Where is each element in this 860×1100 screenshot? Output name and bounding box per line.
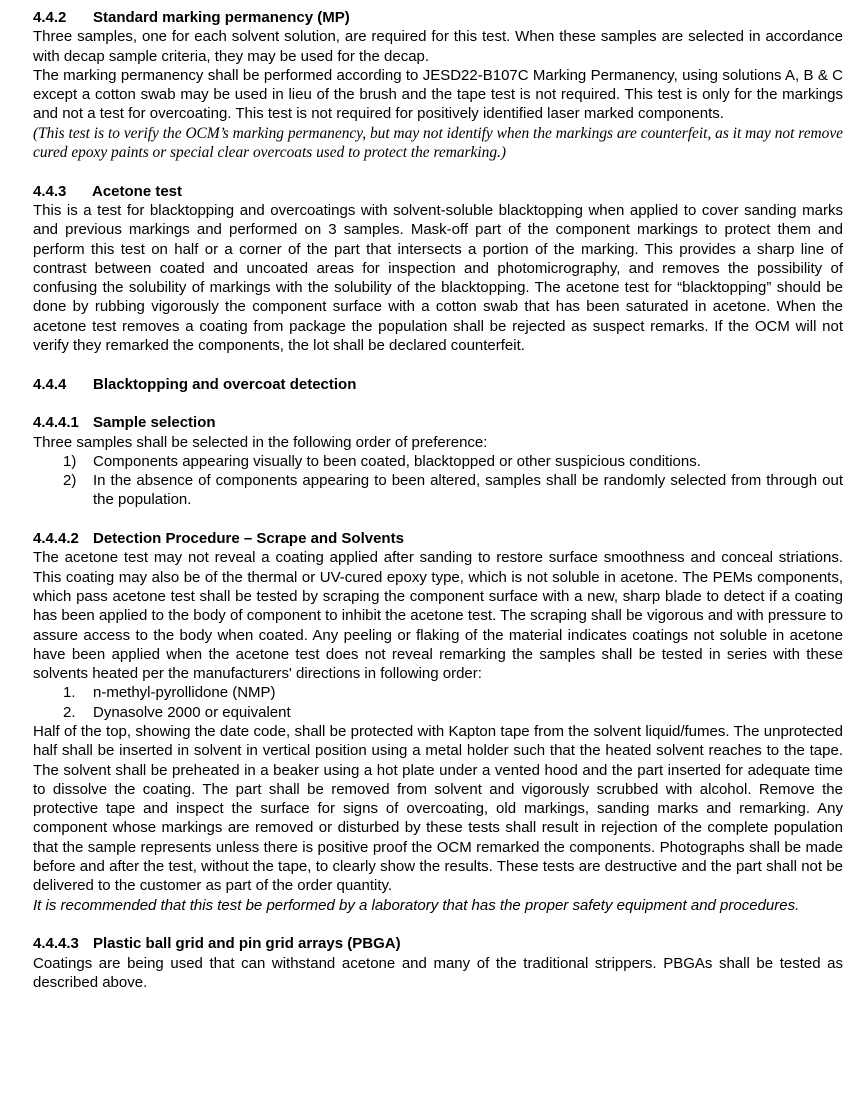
paragraph: Coatings are being used that can withstand acetone and many of the traditional strippers. PBGAs shall be tested as described above. bbox=[33, 954, 843, 991]
section-number: 4.4.4.2 bbox=[33, 530, 79, 548]
section-number: 4.4.2 bbox=[33, 9, 67, 26]
preference-list bbox=[33, 452, 843, 510]
section-title: Detection Procedure – Scrape and Solvents bbox=[93, 530, 404, 548]
section-number: 4.4.3 bbox=[33, 182, 67, 200]
paragraph: The acetone test may not reveal a coating applied after sanding to restore surface smoothness and conceal striations. This coating may also be of the thermal or UV-cured epoxy type, which is not soluble in acetone. The PEMs components, which pass acetone test shall be tested by scraping the component surface with a new, sharp blade to detect if a coating has been applied to the body of component to inhibit the acetone test. The scraping shall be vigorous and with pressure to assure access to the body when coated. Any peeling or flaking of the material indicates coatings not soluble in acetone have been applied when the acetone test does not reveal remarking the samples shall be tested in series with these solvents heated per the manufacturers' directions in following order: bbox=[33, 549, 843, 683]
document-page bbox=[33, 8, 843, 992]
section-heading-4-4-4-3 bbox=[33, 934, 843, 953]
section-heading-4-4-3 bbox=[33, 182, 843, 201]
paragraph: The marking permanency shall be performed according to JESD22-B107C Marking Permanency, using solutions A, B & C except a cotton swab may be used in lieu of the brush and the tape test is not required. This test is only for the markings and not a test for overcoating. This test is not required for positively identified laser marked components. bbox=[33, 66, 843, 123]
section-heading-4-4-4 bbox=[33, 375, 843, 394]
list-item bbox=[33, 683, 843, 702]
list-marker: 1) bbox=[63, 452, 77, 470]
list-item-text: Dynasolve 2000 or equivalent bbox=[93, 703, 291, 721]
solvent-list bbox=[33, 683, 843, 722]
italic-note: (This test is to verify the OCM’s marking permanency, but may not identify when the markings are counterfeit, as it may not remove cured epoxy paints or special clear overcoats used to protect the remarking.) bbox=[33, 124, 843, 162]
list-marker: 1. bbox=[63, 684, 76, 702]
list-item-text: Components appearing visually to been coated, blacktopped or other suspicious conditions. bbox=[93, 452, 701, 470]
list-item-text: n-methyl-pyrollidone (NMP) bbox=[93, 684, 276, 702]
section-title: Standard marking permanency (MP) bbox=[93, 9, 350, 26]
section-number: 4.4.4.1 bbox=[33, 414, 79, 432]
paragraph: Three samples, one for each solvent solution, are required for this test. When these samples are selected in accordance with decap sample criteria, they may be used for the decap. bbox=[33, 28, 843, 65]
list-item-text: In the absence of components appearing to been altered, samples shall be randomly selected from through out the population. bbox=[93, 472, 843, 509]
section-title: Acetone test bbox=[92, 182, 183, 200]
list-item bbox=[33, 703, 843, 722]
section-number: 4.4.4 bbox=[33, 375, 67, 393]
list-item bbox=[33, 471, 843, 510]
italic-recommendation: It is recommended that this test be performed by a laboratory that has the proper safety equipment and procedures. bbox=[33, 896, 800, 914]
section-title: Plastic ball grid and pin grid arrays (PBGA) bbox=[93, 935, 401, 953]
section-number: 4.4.4.3 bbox=[33, 935, 79, 953]
list-marker: 2) bbox=[63, 472, 77, 490]
section-heading-4-4-2 bbox=[33, 8, 843, 27]
list-marker: 2. bbox=[63, 703, 76, 721]
paragraph: This is a test for blacktopping and overcoatings with solvent-soluble blacktopping when applied to cover sanding marks and previous markings and performed on 3 samples. Mask-off part of the component markings to protect them and perform this test on half or a corner of the part that intersects a portion of the marking. This provides a sharp line of contrast between coated and uncoated areas for inspection and photomicrography, and removes the possibility of confusing the solubility of markings with the solubility of the blacktopping. The acetone test for “blacktopping” should be done by rubbing vigorously the component surface with a cotton swab that has been saturated in acetone. When the acetone test removes a coating from package the population shall be rejected as suspect remarks. If the OCM will not verify they remarked the components, the lot shall be declared counterfeit. bbox=[33, 201, 843, 355]
section-title: Sample selection bbox=[93, 414, 216, 432]
section-heading-4-4-4-2 bbox=[33, 529, 843, 548]
section-title: Blacktopping and overcoat detection bbox=[93, 375, 357, 393]
section-heading-4-4-4-1 bbox=[33, 413, 843, 432]
list-item bbox=[33, 452, 843, 471]
paragraph: Three samples shall be selected in the following order of preference: bbox=[33, 433, 488, 451]
paragraph: Half of the top, showing the date code, shall be protected with Kapton tape from the solvent liquid/fumes. The unprotected half shall be inserted in solvent in vertical position using a metal holder such that the heated solvent reaches to the tape. The solvent shall be preheated in a beaker using a hot plate under a vented hood and the part inserted for adequate time to dissolve the coating. The part shall be removed from solvent and vigorously scrubbed with alcohol. Remove the protective tape and inspect the surface for signs of overcoating, old markings, sanding marks and remarking. Any component whose markings are removed or disturbed by these tests shall result in rejection of the complete population that the sample represents unless there is positive proof the OCM remarked the components. Photographs shall be made before and after the test, without the tape, to clearly show the results. These tests are destructive and the part shall not be delivered to the customer as part of the order quantity. bbox=[33, 722, 843, 895]
